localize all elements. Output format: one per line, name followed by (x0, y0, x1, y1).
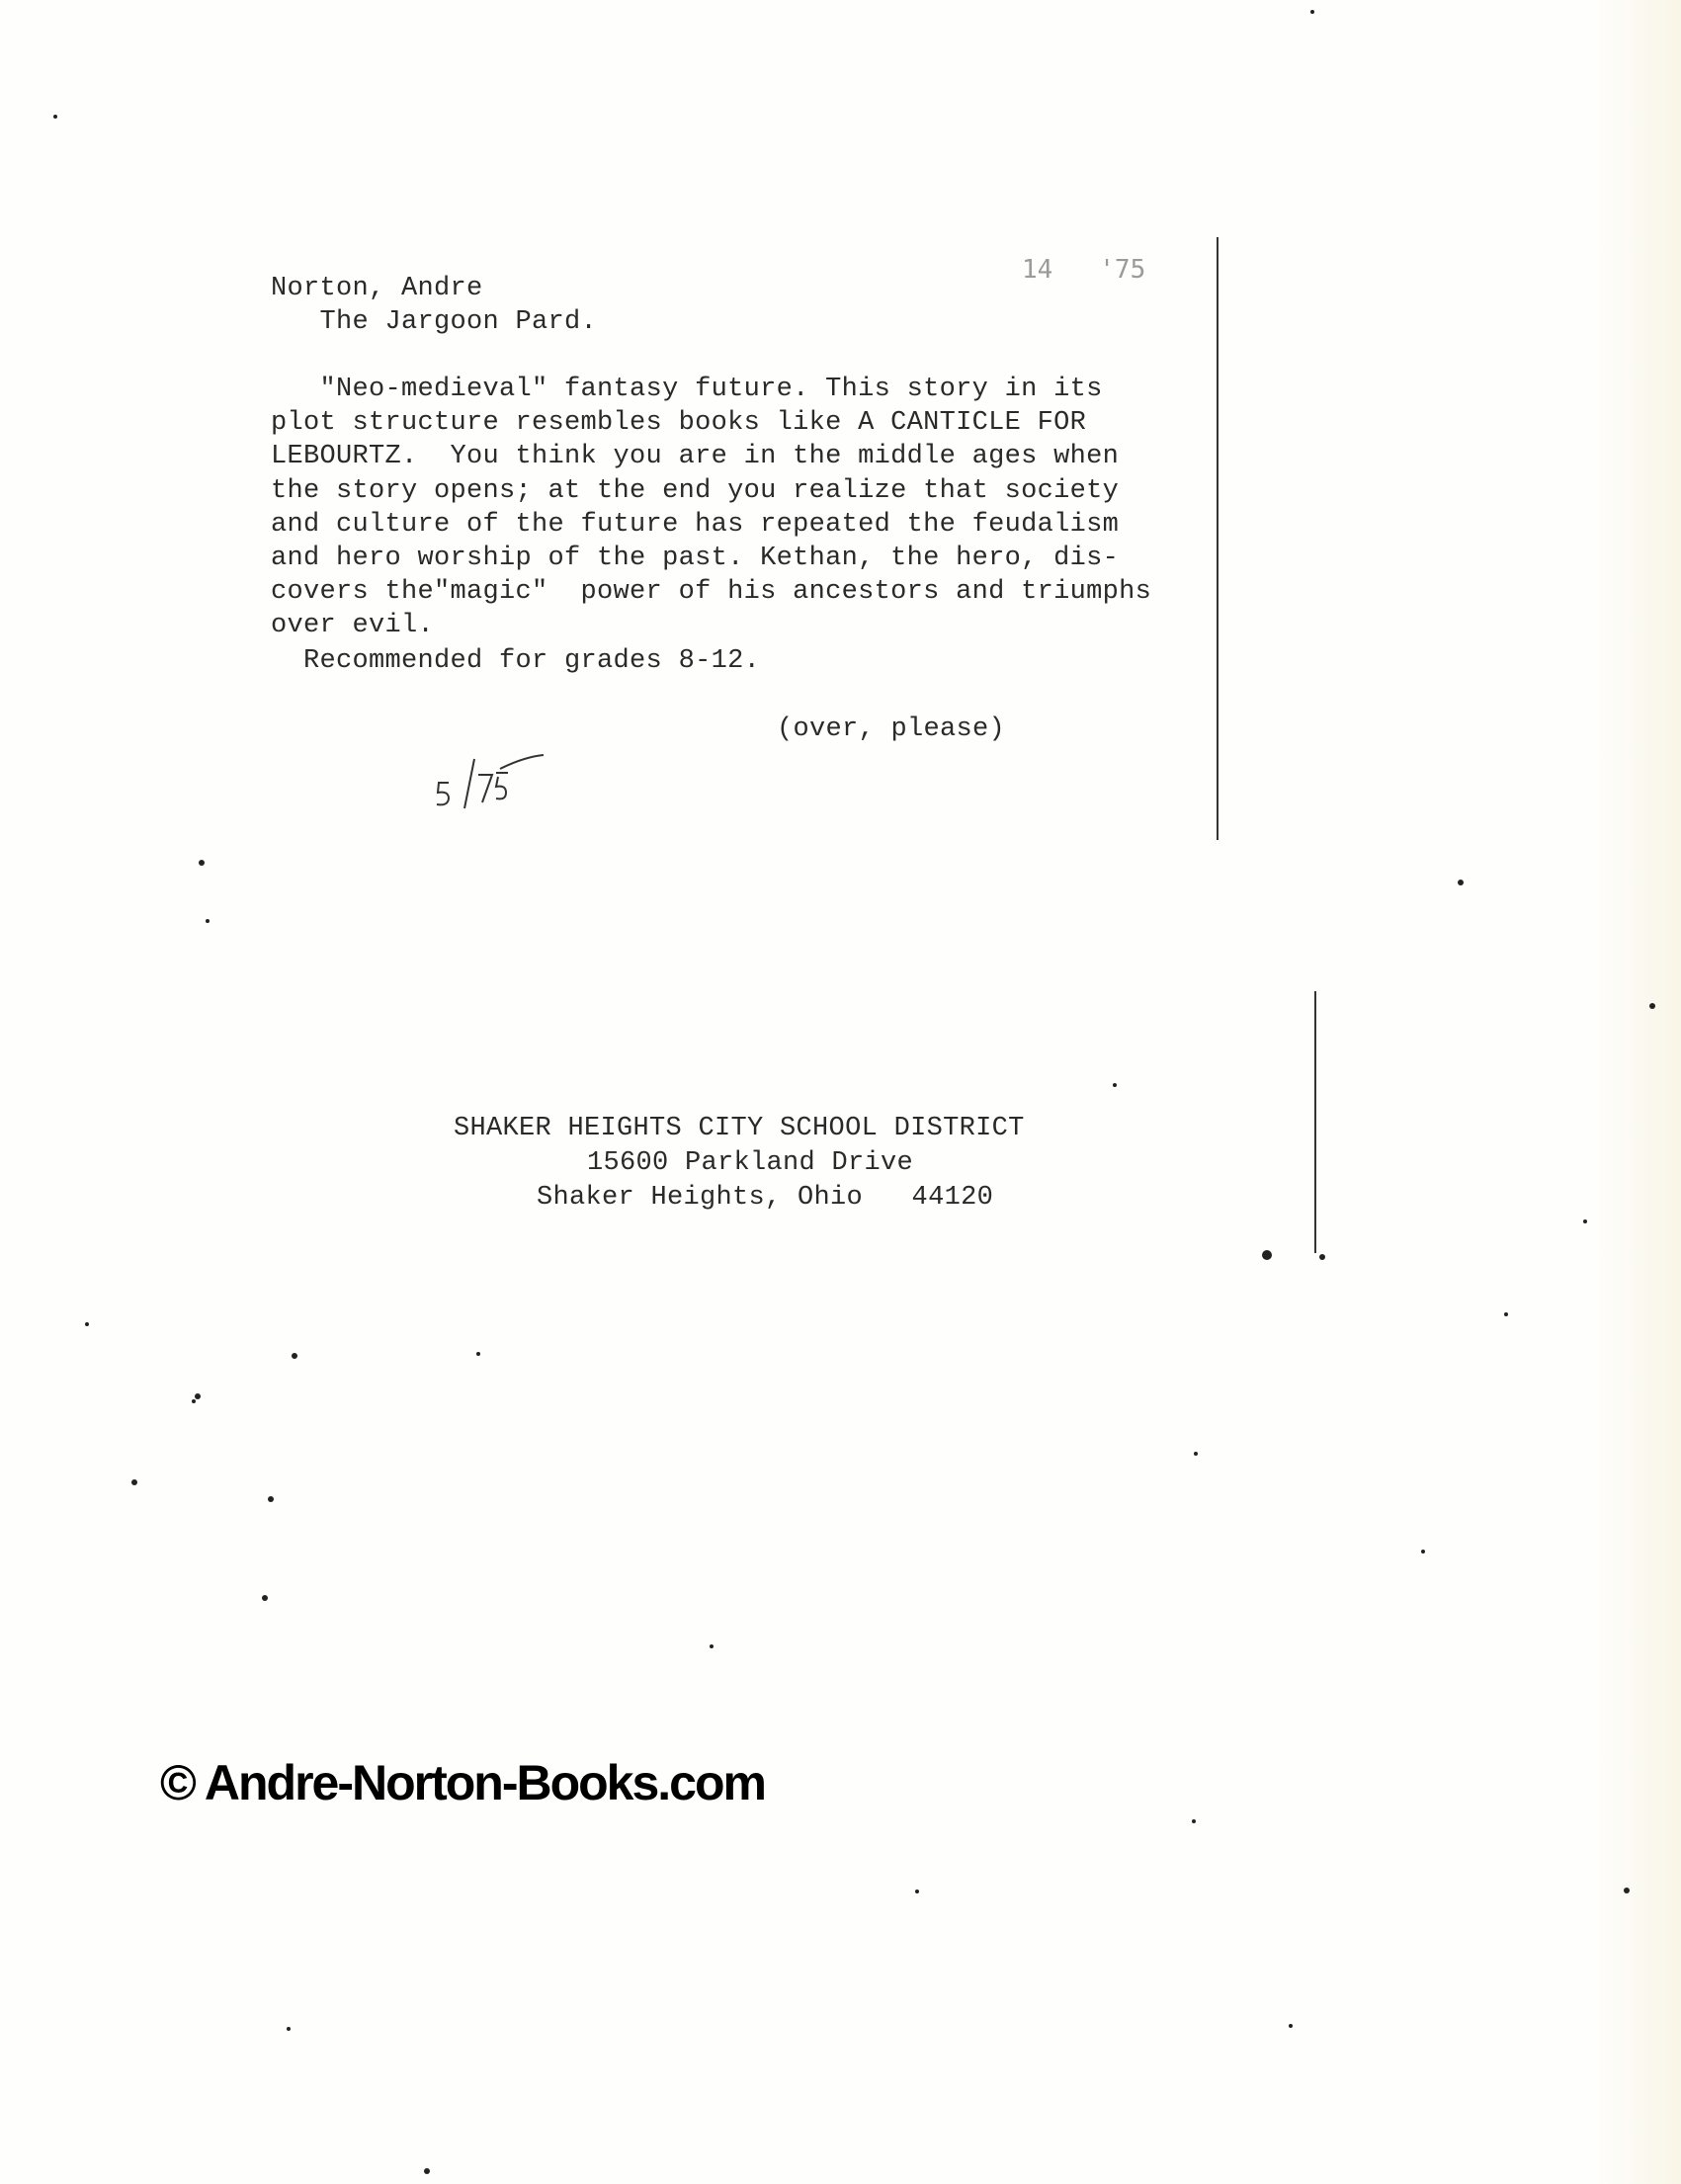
review-line: "Neo-medieval" fantasy future. This story in its (271, 375, 1103, 404)
card-title: The Jargoon Pard. (271, 307, 598, 337)
date-stamp: 14 '75 (1022, 255, 1146, 285)
review-line: plot structure resembles books like A CANTICLE FOR (271, 408, 1087, 438)
review-line: and hero worship of the past. Kethan, the hero, dis- (271, 544, 1120, 573)
review-line: covers the"magic" power of his ancestors and triumphs (271, 577, 1152, 607)
vertical-rule-upper (1217, 237, 1219, 840)
address-line: Shaker Heights, Ohio 44120 (537, 1183, 994, 1213)
review-line: and culture of the future has repeated the feudalism (271, 510, 1120, 540)
review-line: LEBOURTZ. You think you are in the middle ages when (271, 442, 1120, 471)
copyright-watermark: © Andre-Norton-Books.com (160, 1755, 765, 1810)
card-author: Norton, Andre (271, 274, 483, 303)
address-line: SHAKER HEIGHTS CITY SCHOOL DISTRICT (454, 1114, 1025, 1143)
grade-recommendation: Recommended for grades 8-12. (271, 646, 761, 676)
review-line: the story opens; at the end you realize that society (271, 476, 1120, 506)
review-line: over evil. (271, 611, 435, 640)
address-line: 15600 Parkland Drive (587, 1148, 914, 1178)
handwritten-date (435, 741, 553, 810)
over-please-note: (over, please) (777, 714, 1006, 744)
vertical-rule-lower (1314, 991, 1316, 1253)
